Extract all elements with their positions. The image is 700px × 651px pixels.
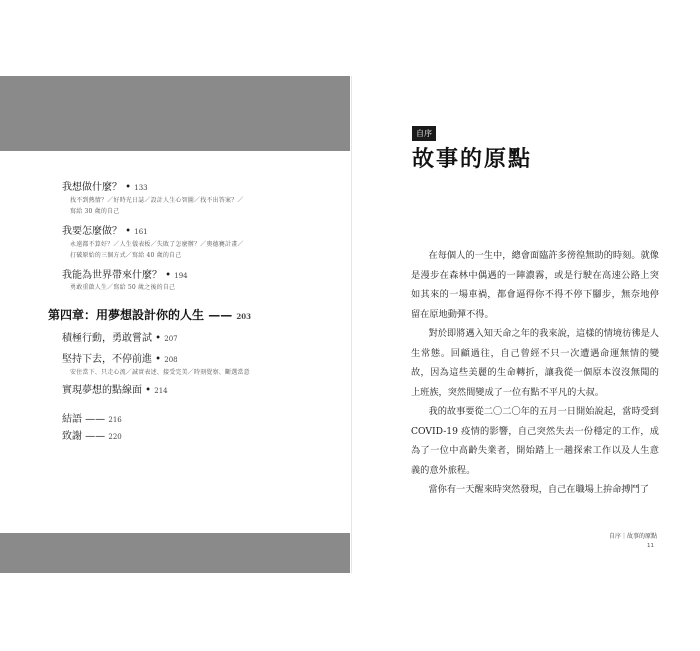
- book-gutter: [351, 76, 352, 573]
- body-paragraph: 在每個人的一生中，總會面臨許多徬徨無助的時刻。就像是漫步在森林中偶遇的一陣濃霧，或是行駛在高速公路上突如其來的一場車禍，都會逼得你不得不停下腳步，無奈地停留在原地動彈不得。: [411, 250, 659, 320]
- toc-entry: 堅持下去，不停前進 • 208: [62, 354, 178, 365]
- toc-page-number: 133: [134, 184, 148, 192]
- toc-entry-title: 致謝: [62, 431, 82, 442]
- toc-entry: 實現夢想的點線面 • 214: [62, 385, 168, 396]
- toc-entry-title: 實現夢想的點線面: [62, 385, 142, 396]
- toc-entry-title: 堅持下去，不停前進: [62, 354, 152, 365]
- toc-page-number: 207: [164, 335, 178, 343]
- toc-subentries: 勇敢重啟人生／寫給 50 歲之後的自己: [70, 284, 176, 291]
- toc-page-number: 161: [134, 228, 148, 236]
- bottom-gray-band: [0, 533, 350, 573]
- toc-page-number: 208: [164, 356, 178, 364]
- top-gray-band: [0, 76, 350, 151]
- toc-entry-title: 我想做什麼？: [62, 182, 122, 193]
- toc-chapter-title: 第四章：用夢想設計你的人生: [48, 308, 205, 322]
- toc-subentries: 永遠都不算好？／人生儀表板／失敗了怎麼辦？／奧德賽計畫／: [70, 241, 244, 248]
- toc-entry: 致謝 —— 220: [62, 431, 122, 442]
- toc-page-number: 216: [108, 416, 122, 424]
- toc-subentries: 安住當下、只走心流／誠實表述、接受完美／時刻覺察、斷選當意: [70, 369, 250, 376]
- toc-entry-title: 積極行動，勇敢嘗試: [62, 333, 152, 344]
- toc-entry: 我想做什麼？ • 133: [62, 182, 148, 193]
- toc-subentries: 找不到熱情？／好時光日誌／設計人生心智圖／找不出答案？／: [70, 197, 244, 204]
- toc-page-number: 220: [108, 433, 122, 441]
- toc-page-number: 203: [236, 312, 251, 321]
- toc-entry-title: 結語: [62, 414, 82, 425]
- body-paragraph: 當你有一天醒來時突然發現，自己在職場上拚命搏鬥了: [428, 484, 649, 495]
- toc-page-number: 214: [154, 387, 168, 395]
- chapter-label: 自序: [412, 126, 436, 141]
- toc-entry: 我能為世界帶來什麼？ • 194: [62, 270, 188, 281]
- body-paragraph: 我的故事要從二〇二〇年的五月一日開始說起，當時受到 COVID-19 疫情的影響，自己突然失去一份穩定的工作，成為了一位中高齡失業者，開始踏上一趟探索工作以及人生意義的意外旅程。: [411, 406, 659, 476]
- toc-entry-title: 我要怎麼做？: [62, 226, 122, 237]
- toc-entry: 積極行動，勇敢嘗試 • 207: [62, 333, 178, 344]
- running-footer: 自序｜故事的原點: [609, 533, 658, 540]
- toc-entry: 結語 —— 216: [62, 414, 122, 425]
- toc-entry-title: 我能為世界帶來什麼？: [62, 270, 162, 281]
- body-paragraph: 對於即將邁入知天命之年的我來說，這樣的情境彷彿是人生常態。回顧過往，自己曾經不只一次遭遇命運無情的變故，因為這些美麗的生命轉折，讓我從一個原本沒沒無聞的上班族，突然間變成了一位有點不平凡的大叔。: [411, 328, 659, 398]
- toc-subentries: 寫給 30 歲的自己: [70, 208, 120, 215]
- page-number: 11: [647, 543, 654, 549]
- toc-subentries: 打破原始的三個方式／寫給 40 歲的自己: [70, 252, 182, 259]
- toc-entry: 我要怎麼做？ • 161: [62, 226, 148, 237]
- chapter-title: 故事的原點: [412, 146, 533, 172]
- toc-page-number: 194: [174, 272, 188, 280]
- toc-chapter-heading: 第四章：用夢想設計你的人生 —— 203: [48, 308, 251, 322]
